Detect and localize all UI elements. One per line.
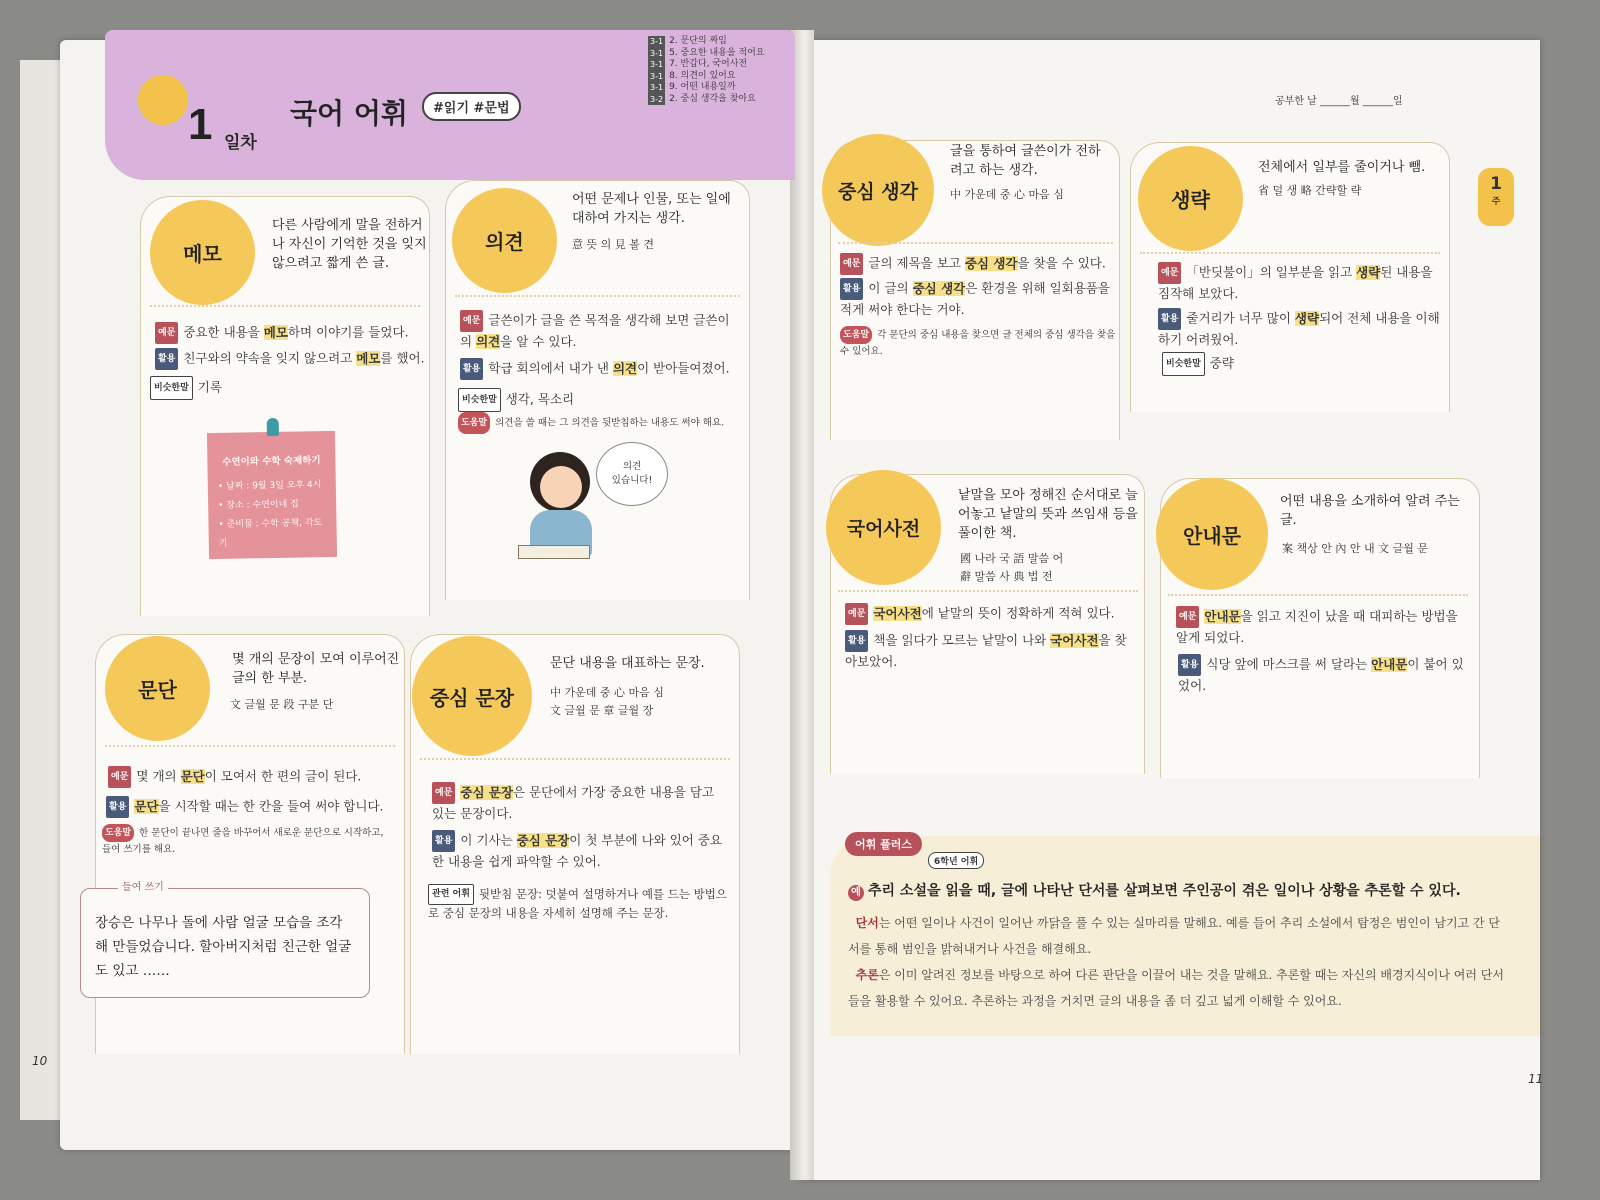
vocab-plus-grade: 6학년 어휘 [928, 852, 984, 869]
definition: 어떤 내용을 소개하여 알려 주는 글. [1280, 494, 1460, 528]
hashtags: #읽기 #문법 [422, 92, 521, 121]
example-line: 예문 안내문을 읽고 지진이 났을 때 대피하는 방법을 알게 되었다. [1176, 606, 1466, 648]
example-line: 예문 중심 문장은 문단에서 가장 중요한 내용을 담고 있는 문장이다. [432, 782, 727, 824]
word-guide: 안내문 [1156, 478, 1268, 590]
girl-face [540, 466, 582, 508]
tip-line: 도움말 한 문단이 끝나면 줄을 바꾸어서 새로운 문단으로 시작하고, 들여 쓰기를 해요. [102, 824, 392, 858]
word-dictionary: 국어사전 [826, 470, 941, 585]
sticky-line: • 날짜 : 9월 3일 오후 4시 [217, 480, 322, 492]
similar-line: 비슷한말 중략 [1162, 352, 1442, 376]
divider [150, 305, 420, 307]
divider [105, 745, 395, 747]
curriculum-item: 3-1 8. 의견이 있어요 [650, 70, 736, 81]
unit-title: 국어 어휘 [290, 97, 408, 130]
week-tab [1478, 168, 1514, 226]
mascot-icon [138, 75, 188, 125]
hanja: 文 글월 문 段 구분 단 [230, 698, 334, 711]
hanja: 國 나라 국 語 말씀 어 [960, 552, 1064, 565]
book-icon [518, 545, 590, 559]
divider [838, 242, 1113, 244]
indent-example-box [80, 888, 370, 998]
vocab-plus-paragraph: 단서는 어떤 일이나 사건이 일어난 까닭을 풀 수 있는 실마리를 말해요. 예를 들어 추리 소설에서 탐정은 범인이 남기고 간 단서를 통해 범인을 밝혀내거나 사건을 해결해요. [848, 916, 1500, 956]
example-line: 예문 글의 제목을 보고 중심 생각을 찾을 수 있다. [840, 253, 1120, 275]
definition: 다른 사람에게 말을 전하거나 자신이 기억한 것을 잊지 않으려고 짧게 쓴 글. [272, 218, 427, 271]
week-number: 1 [1490, 174, 1502, 194]
definition: 글을 통하여 글쓴이가 전하려고 하는 생각. [950, 144, 1101, 178]
word-opinion: 의견 [452, 188, 557, 293]
definition: 문단 내용을 대표하는 문장. [550, 656, 705, 671]
page-number-right: 11 [1528, 1072, 1544, 1086]
example-mark: 예 [848, 885, 864, 901]
vocab-plus-example: 예 추리 소설을 읽을 때, 글에 나타난 단서를 살펴보면 주인공이 겪은 일이나 상황을 추론할 수 있다. [848, 880, 1461, 901]
sticky-note [207, 431, 337, 559]
hanja: 意 뜻 의 見 볼 견 [572, 238, 654, 251]
definition: 낱말을 모아 정해진 순서대로 늘어놓고 낱말의 뜻과 쓰임새 등을 풀이한 책. [958, 488, 1138, 541]
definition: 몇 개의 문장이 모여 이루어진 글의 한 부분. [232, 652, 400, 686]
usage-line: 활용 학급 회의에서 내가 낸 의견이 받아들여졌어. [460, 358, 740, 380]
word-memo: 메모 [150, 200, 255, 305]
curriculum-list [648, 36, 765, 105]
divider [455, 295, 740, 297]
divider [1140, 252, 1440, 254]
similar-line: 비슷한말 기록 [150, 376, 420, 400]
indent-label: 들여 쓰기 [118, 878, 168, 893]
word-central-sentence: 중심 문장 [412, 636, 532, 756]
hanja: 案 책상 안 內 안 내 文 글월 문 [1282, 542, 1428, 555]
curriculum-item: 3-1 5. 중요한 내용을 적어요 [650, 47, 765, 58]
study-date: 공부한 날 ______월 ______일 [1275, 96, 1403, 107]
usage-line: 활용 식당 앞에 마스크를 써 달라는 안내문이 붙어 있었어. [1178, 654, 1468, 696]
hanja: 中 가운데 중 心 마음 심 [550, 686, 664, 699]
divider [838, 590, 1138, 592]
usage-line: 활용 책을 읽다가 모르는 낱말이 나와 국어사전을 찾아보았어. [845, 630, 1135, 672]
vocab-plus-title: 어휘 플러스 [845, 832, 922, 856]
similar-line: 비슷한말 생각, 목소리 [458, 388, 738, 412]
divider [420, 758, 730, 760]
hanja: 省 덜 생 略 간략할 략 [1258, 184, 1362, 197]
divider [1168, 594, 1468, 596]
tip-line: 도움말 의견을 쓸 때는 그 의견을 뒷받침하는 내용도 써야 해요. [458, 412, 748, 434]
curriculum-item: 3-2 2. 중심 생각을 찾아요 [650, 93, 756, 104]
definition: 전체에서 일부를 줄이거나 뺌. [1258, 160, 1426, 175]
tip-line: 도움말 각 문단의 중심 내용을 찾으면 글 전체의 중심 생각을 찾을 수 있어요. [840, 326, 1120, 360]
usage-line: 활용 이 기사는 중심 문장이 첫 부분에 나와 있어 중요한 내용을 쉽게 파악할 수 있어. [432, 830, 727, 872]
sticky-line: • 준비물 : 수학 공책, 각도기 [218, 518, 323, 549]
word-omission: 생략 [1138, 146, 1243, 251]
usage-line: 활용 이 글의 중심 생각은 환경을 위해 일회용품을 적게 써야 한다는 거야. [840, 278, 1120, 320]
page-number-left: 10 [32, 1054, 48, 1068]
sticky-title: 수연이와 수학 숙제하기 [222, 455, 321, 468]
day-number: 1 [188, 100, 213, 149]
day-label: 일차 [224, 133, 257, 153]
pin-icon [267, 418, 279, 436]
example-line: 예문 글쓴이가 글을 쓴 목적을 생각해 보면 글쓴이의 의견을 알 수 있다. [460, 310, 740, 352]
curriculum-item: 3-1 7. 반갑다, 국어사전 [650, 59, 748, 69]
curriculum-item: 3-1 9. 어떤 내용일까 [650, 82, 736, 92]
word-central-idea: 중심 생각 [822, 134, 934, 246]
book-gutter [790, 30, 814, 1180]
hanja: 文 글월 문 章 글월 장 [550, 704, 654, 717]
speech-bubble: 의견 있습니다! [596, 442, 668, 506]
usage-line: 활용 친구와의 약속을 잊지 않으려고 메모를 했어. [155, 348, 425, 370]
vocab-plus-body [848, 910, 1508, 1014]
example-line: 예문 국어사전에 낱말의 뜻이 정확하게 적혀 있다. [845, 603, 1135, 625]
example-line: 예문 「반딧불이」의 일부분을 읽고 생략된 내용을 짐작해 보았다. [1158, 262, 1443, 304]
hanja: 辭 말씀 사 典 법 전 [960, 570, 1053, 583]
related-line: 관련 어휘 뒷받침 문장: 덧붙여 설명하거나 예를 드는 방법으로 중심 문장의 내용을 자세히 설명해 주는 문장. [428, 884, 728, 922]
usage-line: 활용 문단을 시작할 때는 한 칸을 들여 써야 합니다. [106, 796, 396, 818]
example-line: 예문 중요한 내용을 메모하며 이야기를 들었다. [155, 322, 425, 344]
curriculum-item: 3-1 2. 문단의 짜임 [650, 36, 727, 46]
indent-text: 장승은 나무나 돌에 사람 얼굴 모습을 조각해 만들었습니다. 할아버지처럼 친근한 얼굴도 있고 …… [95, 915, 352, 979]
definition: 어떤 문제나 인물, 또는 일에 대하여 가지는 생각. [572, 192, 731, 226]
week-label: 주 [1491, 197, 1501, 207]
word-paragraph: 문단 [105, 636, 210, 741]
vocab-plus-paragraph: 추론은 이미 알려진 정보를 바탕으로 하여 다른 판단을 이끌어 내는 것을 말해요. 추론할 때는 자신의 배경지식이나 여러 단서들을 활용할 수 있어요. 추론하는 과정을 거치면 글의 내용을 좀 더 깊고 넓게 이해할 수 있어요. [848, 968, 1504, 1008]
sticky-line: • 장소 : 수연이네 집 [218, 499, 299, 511]
example-line: 예문 몇 개의 문단이 모여서 한 편의 글이 된다. [108, 766, 398, 788]
hanja: 中 가운데 중 心 마음 심 [950, 188, 1064, 201]
usage-line: 활용 줄거리가 너무 많이 생략되어 전체 내용을 이해하기 어려웠어. [1158, 308, 1443, 350]
